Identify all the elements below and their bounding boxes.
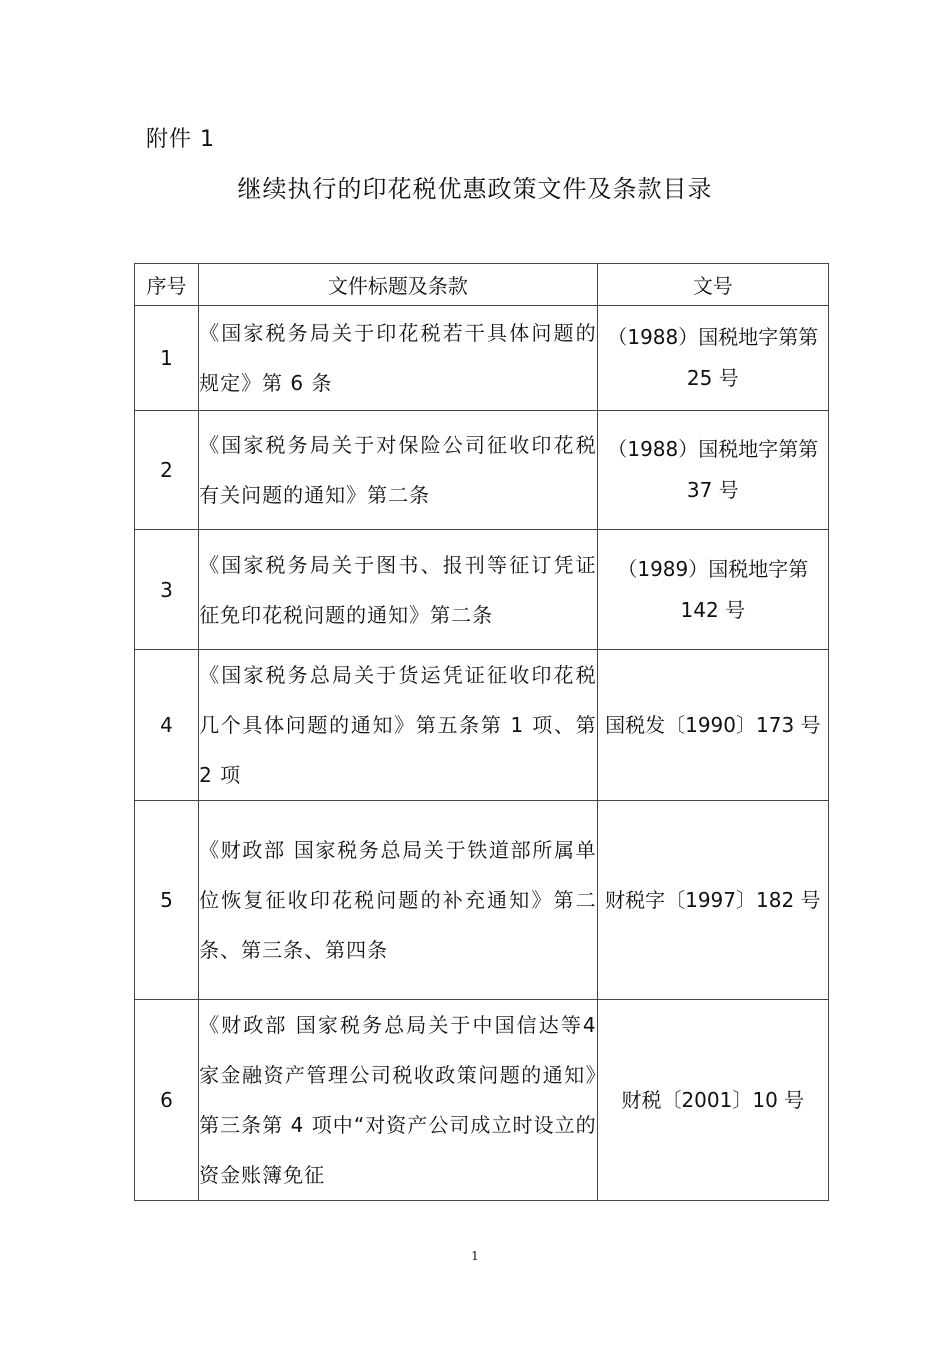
table-row [135, 650, 829, 801]
header-num: 序号 [135, 264, 199, 306]
row-number: 6 [135, 1000, 199, 1201]
header-title: 文件标题及条款 [199, 264, 598, 306]
table-row [135, 1000, 829, 1201]
attachment-label: 附件 1 [146, 127, 215, 152]
row-document-ref: 财税字〔1997〕182 号 [597, 801, 828, 1000]
row-document-ref: 财税〔2001〕10 号 [597, 1000, 828, 1201]
policy-table [134, 263, 829, 1201]
table-header-row [135, 264, 829, 306]
row-document-title: 《国家税务总局关于货运凭证征收印花税几个具体问题的通知》第五条第 1 项、第 2 项 [199, 650, 598, 801]
row-document-ref: 国税发〔1990〕173 号 [597, 650, 828, 801]
row-document-title: 《国家税务局关于对保险公司征收印花税有关问题的通知》第二条 [199, 411, 598, 530]
row-document-title: 《国家税务局关于印花税若干具体问题的规定》第 6 条 [199, 306, 598, 411]
row-document-ref: （1988）国税地字第第 37 号 [597, 411, 828, 530]
row-document-ref: （1988）国税地字第第 25 号 [597, 306, 828, 411]
page-number: 1 [471, 1249, 479, 1263]
row-document-ref: （1989）国税地字第 142 号 [597, 530, 828, 650]
row-number: 3 [135, 530, 199, 650]
row-document-title: 《财政部 国家税务总局关于中国信达等4家金融资产管理公司税收政策问题的通知》第三条第 4 项中“对资产公司成立时设立的资金账簿免征 [199, 1000, 598, 1201]
table-row [135, 530, 829, 650]
row-number: 5 [135, 801, 199, 1000]
header-ref: 文号 [597, 264, 828, 306]
row-document-title: 《国家税务局关于图书、报刊等征订凭证征免印花税问题的通知》第二条 [199, 530, 598, 650]
row-number: 2 [135, 411, 199, 530]
row-number: 4 [135, 650, 199, 801]
table-row [135, 801, 829, 1000]
row-document-title: 《财政部 国家税务总局关于铁道部所属单位恢复征收印花税问题的补充通知》第二条、第三条、第四条 [199, 801, 598, 1000]
document-title: 继续执行的印花税优惠政策文件及条款目录 [237, 175, 713, 203]
table-row [135, 306, 829, 411]
row-number: 1 [135, 306, 199, 411]
table-row [135, 411, 829, 530]
